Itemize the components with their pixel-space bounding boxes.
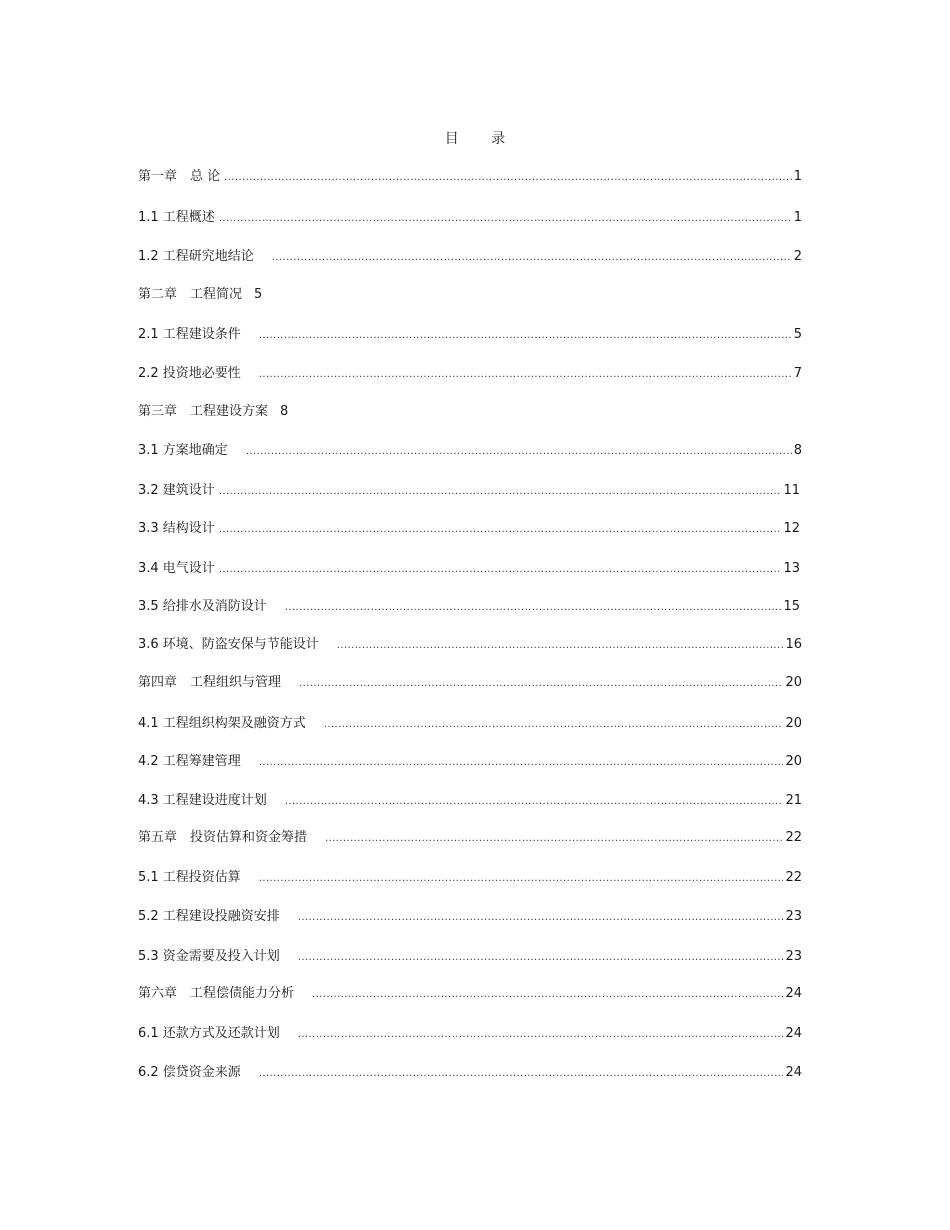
toc-entry-label: 5.3 资金需要及投入计划 bbox=[138, 949, 280, 964]
toc-entry[interactable] bbox=[138, 829, 802, 848]
toc-entry-page-number: 24 bbox=[785, 986, 802, 1001]
toc-entry[interactable] bbox=[138, 715, 802, 734]
toc-entry[interactable] bbox=[138, 520, 800, 539]
toc-entry[interactable] bbox=[138, 482, 800, 501]
toc-leader-dots bbox=[299, 675, 783, 693]
toc-leader-dots bbox=[219, 210, 792, 228]
toc-entry[interactable] bbox=[138, 286, 262, 304]
toc-entry-page-number: 20 bbox=[785, 675, 802, 690]
toc-entry[interactable] bbox=[138, 908, 802, 927]
toc-entry[interactable] bbox=[138, 168, 802, 187]
toc-entry-page-number: 11 bbox=[783, 483, 800, 498]
toc-entry-page-number: 5 bbox=[254, 287, 263, 302]
toc-entry-label: 第六章 工程偿债能力分析 bbox=[138, 986, 295, 1001]
toc-entry[interactable] bbox=[138, 365, 802, 384]
toc-entry[interactable] bbox=[138, 792, 802, 811]
toc-entry[interactable] bbox=[138, 1025, 802, 1044]
toc-entry-page-number: 24 bbox=[785, 1065, 802, 1080]
toc-leader-dots bbox=[325, 830, 783, 848]
toc-leader-dots bbox=[285, 599, 782, 617]
toc-leader-dots bbox=[219, 483, 782, 501]
toc-entry[interactable] bbox=[138, 985, 802, 1004]
toc-leader-dots bbox=[324, 716, 784, 734]
toc-title: 目 录 bbox=[444, 131, 520, 147]
toc-entry-page-number: 23 bbox=[785, 909, 802, 924]
toc-entry-label: 4.3 工程建设进度计划 bbox=[138, 793, 267, 808]
toc-entry[interactable] bbox=[138, 248, 802, 267]
toc-entry-page-number: 1 bbox=[793, 210, 802, 225]
toc-entry-label: 第二章 工程简况 bbox=[138, 287, 243, 302]
toc-leader-dots bbox=[312, 986, 783, 1004]
toc-entry-page-number: 24 bbox=[785, 1026, 802, 1041]
toc-entry-label: 2.2 投资地必要性 bbox=[138, 366, 241, 381]
toc-entry-page-number: 8 bbox=[793, 443, 802, 458]
toc-entry-label: 3.1 方案地确定 bbox=[138, 443, 228, 458]
toc-entry-label: 1.1 工程概述 bbox=[138, 210, 215, 225]
toc-entry-page-number: 7 bbox=[793, 366, 802, 381]
toc-entry-label: 3.5 给排水及消防设计 bbox=[138, 599, 267, 614]
toc-entry-label: 第三章 工程建设方案 bbox=[138, 404, 269, 419]
toc-entry-label: 4.1 工程组织构架及融资方式 bbox=[138, 716, 306, 731]
toc-entry-page-number: 16 bbox=[785, 637, 802, 652]
toc-entry[interactable] bbox=[138, 442, 802, 461]
toc-entry-page-number: 12 bbox=[783, 521, 800, 536]
toc-entry[interactable] bbox=[138, 869, 802, 888]
toc-entry-label: 2.1 工程建设条件 bbox=[138, 327, 241, 342]
toc-entry-page-number: 1 bbox=[793, 169, 802, 184]
toc-entry-page-number: 13 bbox=[783, 561, 800, 576]
toc-leader-dots bbox=[298, 909, 784, 927]
toc-entry-label: 3.4 电气设计 bbox=[138, 561, 215, 576]
toc-entry-label: 4.2 工程筹建管理 bbox=[138, 754, 241, 769]
toc-entry-label: 1.2 工程研究地结论 bbox=[138, 249, 254, 264]
toc-leader-dots bbox=[246, 443, 792, 461]
toc-leader-dots bbox=[219, 521, 782, 539]
toc-entry-page-number: 23 bbox=[785, 949, 802, 964]
toc-entry-page-number: 22 bbox=[785, 830, 802, 845]
toc-entry-label: 第四章 工程组织与管理 bbox=[138, 675, 282, 690]
toc-entry-label: 6.1 还款方式及还款计划 bbox=[138, 1026, 280, 1041]
toc-entry[interactable] bbox=[138, 636, 802, 655]
toc-leader-dots bbox=[219, 561, 782, 579]
toc-entry-label: 6.2 偿贷资金来源 bbox=[138, 1065, 241, 1080]
toc-entry-page-number: 2 bbox=[793, 249, 802, 264]
toc-entry-label: 3.2 建筑设计 bbox=[138, 483, 215, 498]
toc-leader-dots bbox=[224, 169, 792, 187]
toc-entry-page-number: 20 bbox=[785, 716, 802, 731]
toc-entry[interactable] bbox=[138, 753, 802, 772]
toc-leader-dots bbox=[298, 1026, 784, 1044]
toc-leader-dots bbox=[259, 366, 792, 384]
toc-leader-dots bbox=[259, 870, 784, 888]
toc-leader-dots bbox=[259, 327, 792, 345]
toc-entry-page-number: 21 bbox=[785, 793, 802, 808]
toc-leader-dots bbox=[337, 637, 784, 655]
toc-entry[interactable] bbox=[138, 326, 802, 345]
toc-entry[interactable] bbox=[138, 560, 800, 579]
toc-leader-dots bbox=[259, 1065, 784, 1083]
toc-entry-page-number: 22 bbox=[785, 870, 802, 885]
toc-entry-label: 5.1 工程投资估算 bbox=[138, 870, 241, 885]
toc-entry-label: 第五章 投资估算和资金筹措 bbox=[138, 830, 308, 845]
toc-leader-dots bbox=[272, 249, 792, 267]
toc-entry-label: 5.2 工程建设投融资安排 bbox=[138, 909, 280, 924]
toc-entry-page-number: 8 bbox=[280, 404, 289, 419]
toc-entry-page-number: 20 bbox=[785, 754, 802, 769]
toc-entry-page-number: 15 bbox=[783, 599, 800, 614]
toc-leader-dots bbox=[259, 754, 784, 772]
toc-entry[interactable] bbox=[138, 674, 802, 693]
toc-leader-dots bbox=[285, 793, 784, 811]
toc-entry-label: 3.6 环境、防盗安保与节能设计 bbox=[138, 637, 319, 652]
toc-entry[interactable] bbox=[138, 403, 288, 421]
toc-entry[interactable] bbox=[138, 209, 802, 228]
toc-entry[interactable] bbox=[138, 1064, 802, 1083]
toc-entry-label: 3.3 结构设计 bbox=[138, 521, 215, 536]
toc-leader-dots bbox=[298, 949, 784, 967]
toc-entry[interactable] bbox=[138, 598, 800, 617]
toc-entry-label: 第一章 总 论 bbox=[138, 169, 221, 184]
toc-entry-page-number: 5 bbox=[793, 327, 802, 342]
toc-entry[interactable] bbox=[138, 948, 802, 967]
